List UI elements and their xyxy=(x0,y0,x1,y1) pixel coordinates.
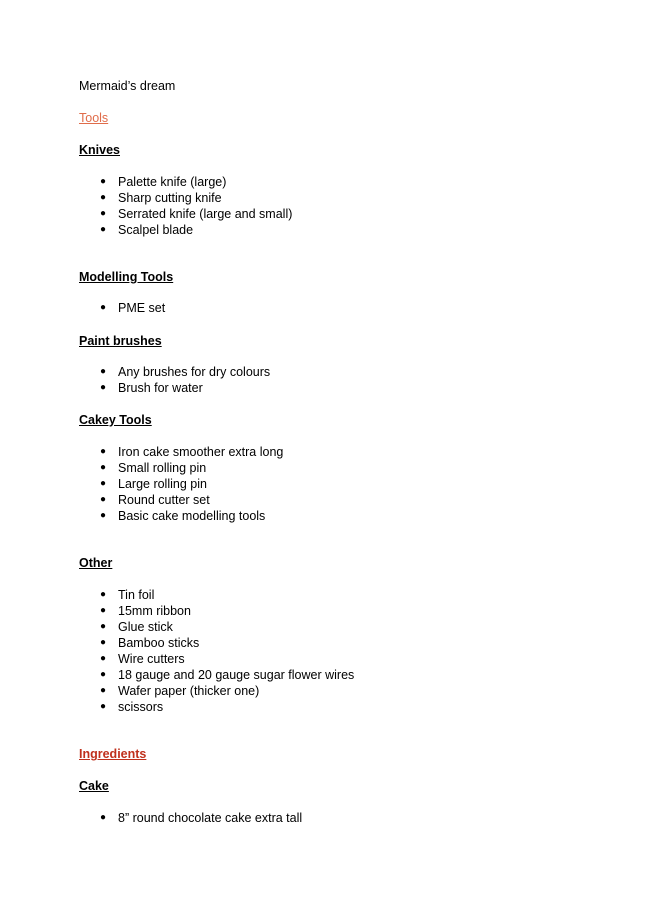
list-item-text: scissors xyxy=(118,700,164,714)
list-item-text: 15mm ribbon xyxy=(118,604,191,618)
cakey-tools-heading: Cakey Tools xyxy=(79,413,152,427)
bullet-icon: ● xyxy=(100,208,107,219)
list-item-text: Glue stick xyxy=(118,620,173,634)
cake-heading: Cake xyxy=(79,779,109,793)
bullet-icon: ● xyxy=(100,382,107,393)
list-item-text: 18 gauge and 20 gauge sugar flower wires xyxy=(118,668,355,682)
bullet-icon: ● xyxy=(100,605,107,616)
list-item-text: Serrated knife (large and small) xyxy=(118,207,293,221)
list-item-text: Small rolling pin xyxy=(118,461,207,475)
bullet-icon: ● xyxy=(100,589,107,600)
bullet-icon: ● xyxy=(100,653,107,664)
bullet-icon: ● xyxy=(100,621,107,632)
list-item-text: Sharp cutting knife xyxy=(118,191,222,205)
knives-heading: Knives xyxy=(79,143,120,157)
list-item-text: Bamboo sticks xyxy=(118,636,200,650)
list-item-text: Basic cake modelling tools xyxy=(118,509,266,523)
list-item-text: PME set xyxy=(118,301,166,315)
list-item-text: Large rolling pin xyxy=(118,477,207,491)
list-item-text: Scalpel blade xyxy=(118,223,194,237)
list-item-text: Iron cake smoother extra long xyxy=(118,445,284,459)
bullet-icon: ● xyxy=(100,446,107,457)
list-item-text: Any brushes for dry colours xyxy=(118,365,271,379)
ingredients-heading: Ingredients xyxy=(79,747,147,761)
bullet-icon: ● xyxy=(100,669,107,680)
document-title: Mermaid’s dream xyxy=(79,79,176,93)
bullet-icon: ● xyxy=(100,812,107,823)
bullet-icon: ● xyxy=(100,478,107,489)
paint-brushes-heading: Paint brushes xyxy=(79,334,162,348)
other-heading: Other xyxy=(79,556,113,570)
bullet-icon: ● xyxy=(100,685,107,696)
list-item-text: Round cutter set xyxy=(118,493,210,507)
tools-heading: Tools xyxy=(79,111,109,125)
list-item-text: Palette knife (large) xyxy=(118,175,227,189)
modelling-tools-heading: Modelling Tools xyxy=(79,270,174,284)
list-item-text: Wire cutters xyxy=(118,652,185,666)
bullet-icon: ● xyxy=(100,366,107,377)
bullet-icon: ● xyxy=(100,701,107,712)
bullet-icon: ● xyxy=(100,494,107,505)
list-item-text: Tin foil xyxy=(118,588,155,602)
list-item-text: 8” round chocolate cake extra tall xyxy=(118,811,303,825)
list-item-text: Brush for water xyxy=(118,381,203,395)
bullet-icon: ● xyxy=(100,224,107,235)
bullet-icon: ● xyxy=(100,176,107,187)
bullet-icon: ● xyxy=(100,302,107,313)
list-item-text: Wafer paper (thicker one) xyxy=(118,684,260,698)
bullet-icon: ● xyxy=(100,510,107,521)
bullet-icon: ● xyxy=(100,637,107,648)
bullet-icon: ● xyxy=(100,192,107,203)
bullet-icon: ● xyxy=(100,462,107,473)
